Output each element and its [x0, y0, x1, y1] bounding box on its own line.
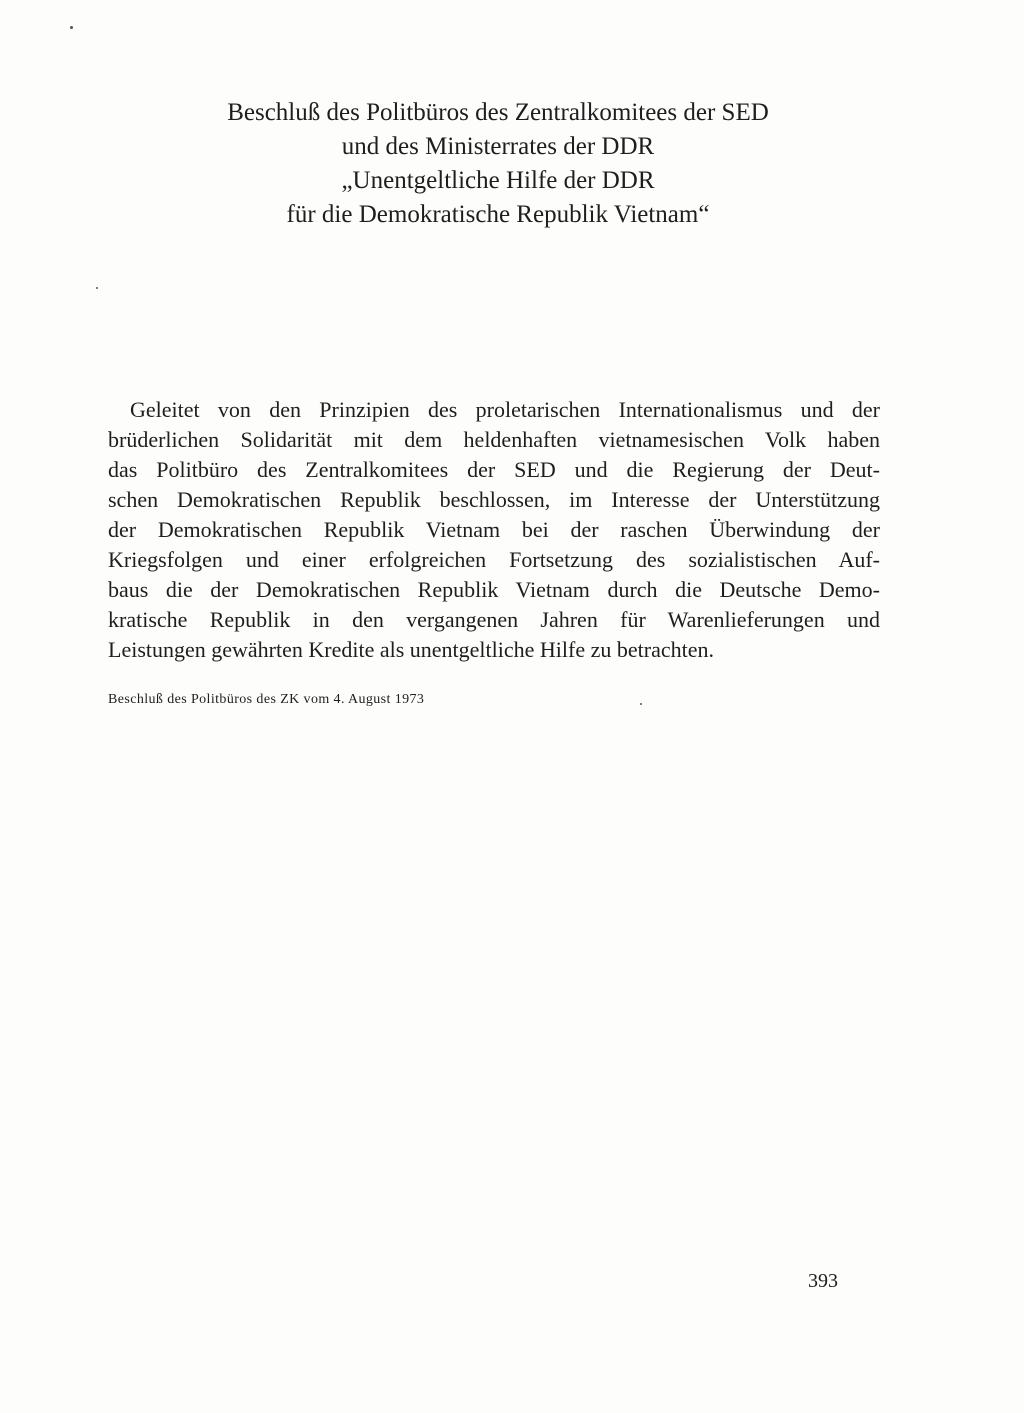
body-line: schen Demokratischen Republik beschlossen, im Interesse der Unterstützung: [108, 487, 880, 512]
title-line: Beschluß des Politbüros des Zentralkomitees der SED: [227, 99, 769, 126]
page-number: 393: [808, 1270, 838, 1292]
body-line: Kriegsfolgen und einer erfolgreichen Fortsetzung des sozialistischen Auf-: [108, 547, 880, 572]
title-line: „Unentgeltliche Hilfe der DDR: [341, 167, 655, 194]
body-line: Leistungen gewährten Kredite als unentgeltliche Hilfe zu betrachten.: [108, 637, 714, 662]
document-title: [100, 96, 896, 232]
title-line: und des Ministerrates der DDR: [341, 133, 655, 160]
scan-speck: [640, 703, 642, 705]
body-line: das Politbüro des Zentralkomitees der SED und die Regierung der Deut-: [108, 457, 880, 482]
body-line: der Demokratischen Republik Vietnam bei der raschen Überwindung der: [108, 517, 880, 542]
body-line: brüderlichen Solidarität mit dem heldenhaften vietnamesischen Volk haben: [108, 427, 880, 452]
scan-speck: [70, 26, 73, 29]
body-line: kratische Republik in den vergangenen Jahren für Warenlieferungen und: [108, 607, 880, 632]
scan-speck: [96, 287, 98, 289]
body-line: baus die der Demokratischen Republik Vietnam durch die Deutsche Demo-: [108, 577, 880, 602]
body-line: Geleitet von den Prinzipien des proletarischen Internationalismus und der: [130, 397, 880, 422]
title-line: für die Demokratische Republik Vietnam“: [286, 201, 710, 228]
body-paragraph: [108, 395, 880, 665]
source-note: Beschluß des Politbüros des ZK vom 4. August 1973: [108, 692, 425, 707]
